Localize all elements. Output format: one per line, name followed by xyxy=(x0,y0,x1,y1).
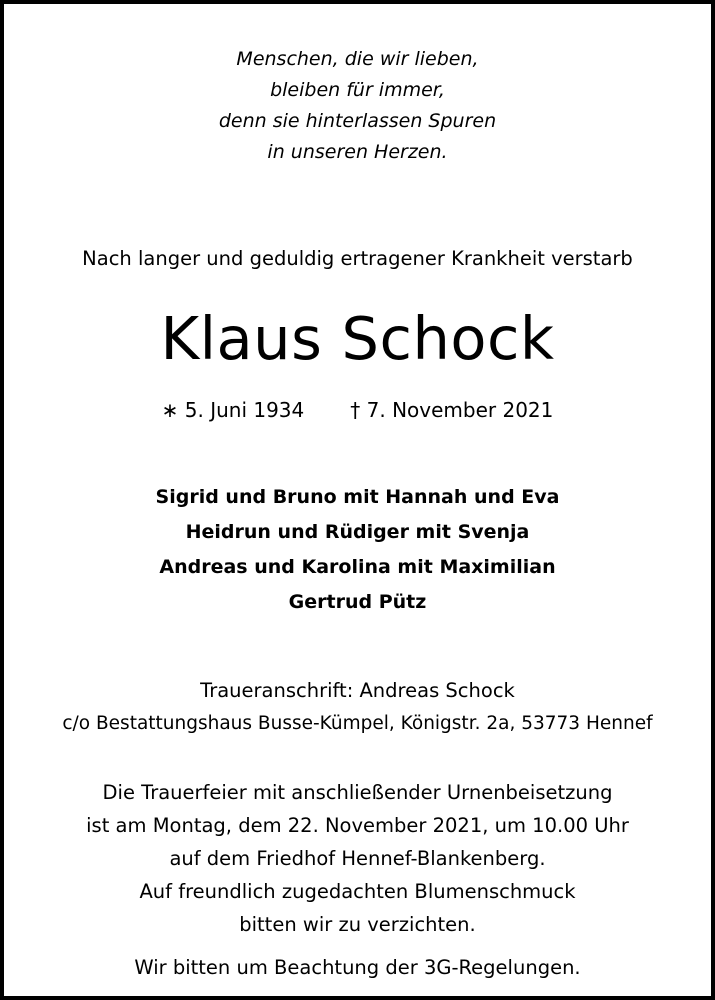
address-line: Traueranschrift: Andreas Schock xyxy=(200,679,515,702)
ceremony-line: auf dem Friedhof Hennef-Blankenberg. xyxy=(169,847,546,870)
deceased-name: Klaus Schock xyxy=(160,304,555,373)
ceremony-line: bitten wir zu verzichten. xyxy=(239,913,476,936)
life-dates xyxy=(4,398,711,422)
family-line: Andreas und Karolina mit Maximilian xyxy=(159,556,556,578)
address-line: c/o Bestattungshaus Busse-Kümpel, Königstr. 2a, 53773 Hennef xyxy=(62,713,653,734)
death-symbol: † xyxy=(350,398,361,422)
birth-date: 5. Juni 1934 xyxy=(184,398,305,422)
family-line: Gertrud Pütz xyxy=(288,591,427,613)
intro-text: Nach langer und geduldig ertragener Krankheit verstarb xyxy=(82,247,633,270)
quote-line: denn sie hinterlassen Spuren xyxy=(218,110,497,132)
family-line: Heidrun und Rüdiger mit Svenja xyxy=(185,521,530,543)
ceremony-line: ist am Montag, dem 22. November 2021, um 10.00 Uhr xyxy=(86,814,629,837)
ceremony-line: Die Trauerfeier mit anschließender Urnenbeisetzung xyxy=(102,781,613,804)
quote-line: Menschen, die wir lieben, xyxy=(236,48,479,70)
family-line: Sigrid und Bruno mit Hannah und Eva xyxy=(155,486,560,508)
death-date: 7. November 2021 xyxy=(366,398,554,422)
quote-line: in unseren Herzen. xyxy=(267,141,448,163)
ceremony-line: Auf freundlich zugedachten Blumenschmuck xyxy=(139,880,576,903)
notice-text: Wir bitten um Beachtung der 3G-Regelungen. xyxy=(134,956,581,979)
birth-symbol: ∗ xyxy=(161,398,179,422)
quote-line: bleiben für immer, xyxy=(270,79,445,101)
